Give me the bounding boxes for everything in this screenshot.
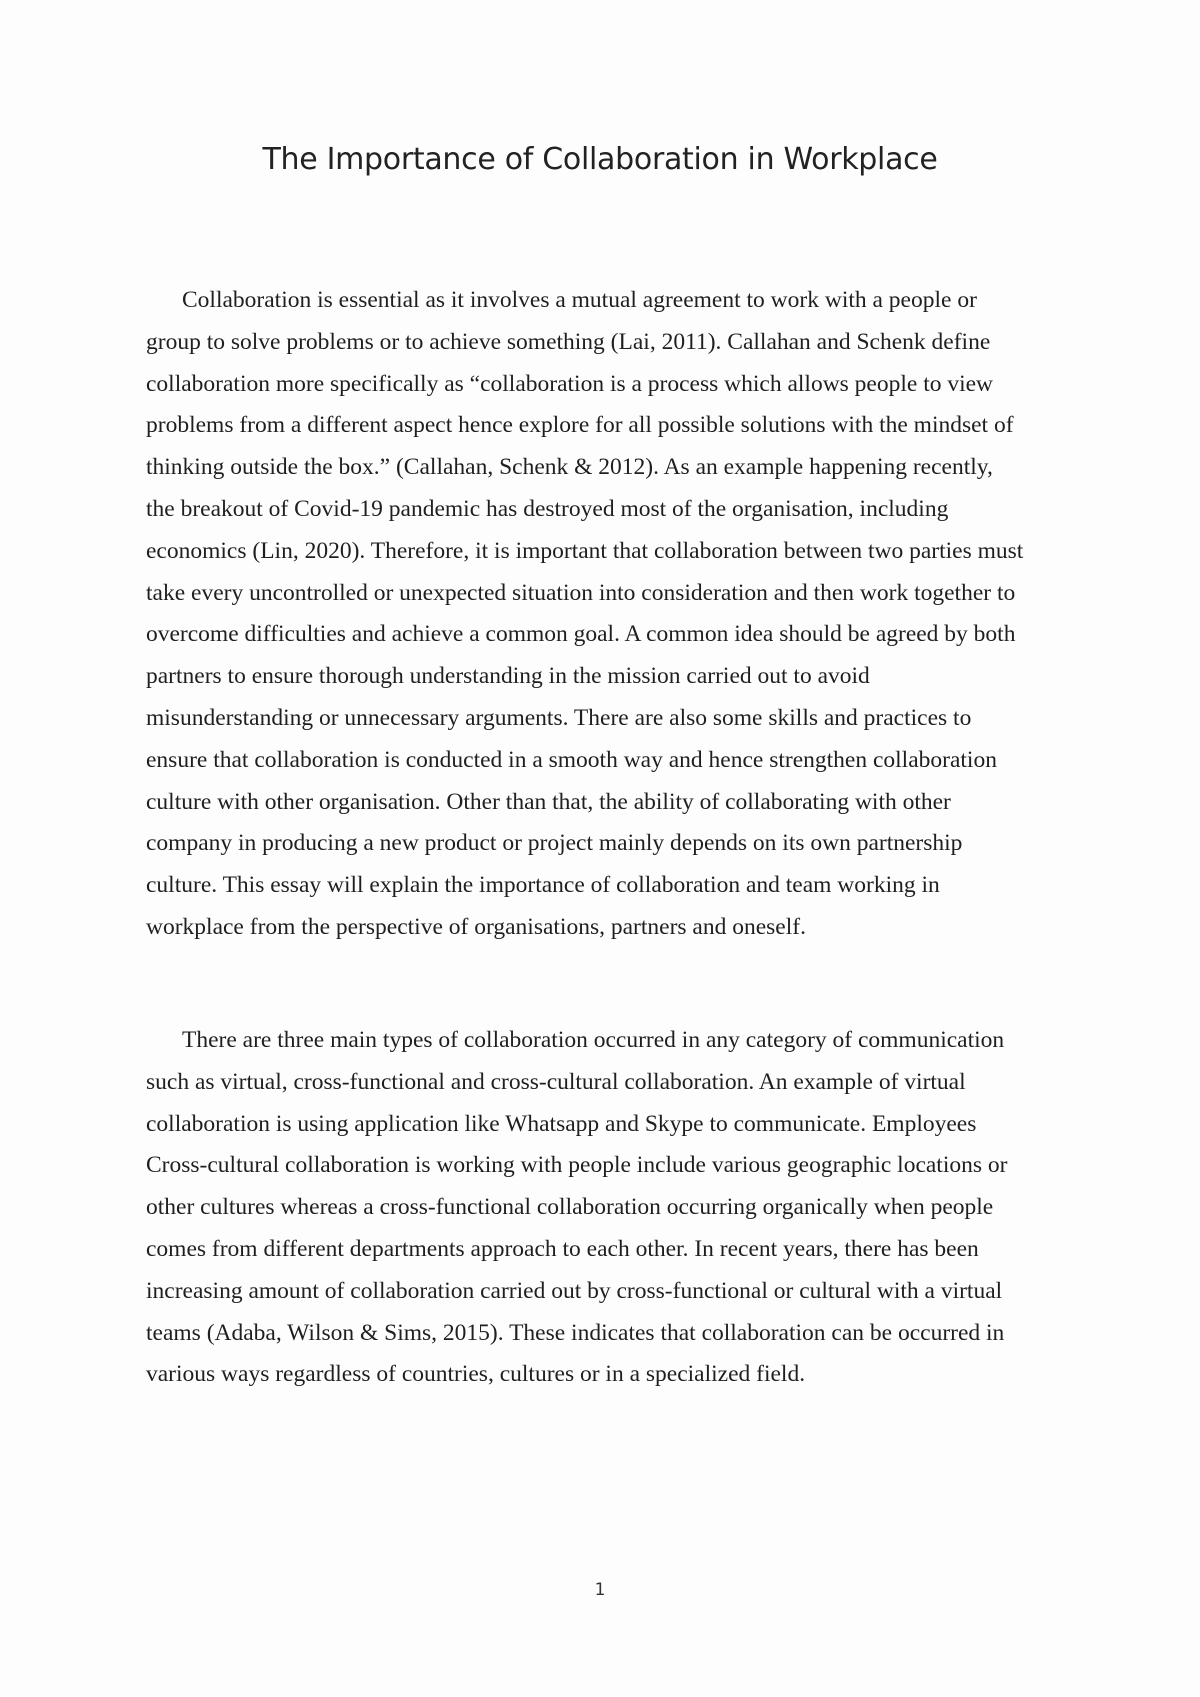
paragraph-line: culture with other organisation. Other than that, the ability of collaborating with other xyxy=(146,788,951,815)
paragraph-line: thinking outside the box.” (Callahan, Schenk & 2012). As an example happening recently, xyxy=(146,454,993,481)
paragraph-line: partners to ensure thorough understanding in the mission carried out to avoid xyxy=(146,663,870,690)
paragraph-line: other cultures whereas a cross-functional collaboration occurring organically when people xyxy=(146,1194,994,1221)
paragraph-line: economics (Lin, 2020). Therefore, it is important that collaboration between two parties must xyxy=(146,537,1024,564)
paragraph-line: teams (Adaba, Wilson & Sims, 2015). These indicates that collaboration can be occurred in xyxy=(146,1319,1005,1346)
paragraph-line: ensure that collaboration is conducted in a smooth way and hence strengthen collaboration xyxy=(146,746,997,773)
paragraph-line: Collaboration is essential as it involves a mutual agreement to work with a people or xyxy=(182,287,977,313)
paragraph-line: group to solve problems or to achieve something (Lai, 2011). Callahan and Schenk define xyxy=(146,328,991,355)
paragraph-line: collaboration is using application like Whatsapp and Skype to communicate. Employees xyxy=(146,1110,977,1137)
paragraph-line: culture. This essay will explain the importance of collaboration and team working in xyxy=(146,872,940,899)
paragraph-line: increasing amount of collaboration carried out by cross-functional or cultural with a virtual xyxy=(146,1277,1003,1304)
document-title: The Importance of Collaboration in Workplace xyxy=(262,142,938,177)
paragraph-line: such as virtual, cross-functional and cross-cultural collaboration. An example of virtual xyxy=(146,1068,966,1095)
paragraph-line: various ways regardless of countries, cultures or in a specialized field. xyxy=(146,1361,806,1388)
paragraph-line: workplace from the perspective of organisations, partners and oneself. xyxy=(146,913,806,940)
paragraph-line: problems from a different aspect hence explore for all possible solutions with the mindset of xyxy=(146,412,1014,439)
paragraph-line: collaboration more specifically as “collaboration is a process which allows people to view xyxy=(146,370,994,397)
paragraph-line: There are three main types of collaboration occurred in any category of communication xyxy=(182,1027,1005,1053)
paragraph-line: the breakout of Covid-19 pandemic has destroyed most of the organisation, including xyxy=(146,495,949,522)
paragraph-line: misunderstanding or unnecessary arguments. There are also some skills and practices to xyxy=(146,704,972,731)
paragraph-line: overcome difficulties and achieve a common goal. A common idea should be agreed by both xyxy=(146,621,1016,648)
page-number: 1 xyxy=(594,1580,606,1600)
paragraph-line: take every uncontrolled or unexpected situation into consideration and then work together to xyxy=(146,579,1016,606)
paragraph-line: comes from different departments approach to each other. In recent years, there has been xyxy=(146,1235,979,1262)
paragraph-introduction xyxy=(146,280,1066,949)
paragraph-line: Cross-cultural collaboration is working with people include various geographic locations or xyxy=(146,1152,1008,1179)
paragraph-collaboration-types xyxy=(146,1020,1066,1396)
paragraph-line: company in producing a new product or project mainly depends on its own partnership xyxy=(146,830,963,857)
